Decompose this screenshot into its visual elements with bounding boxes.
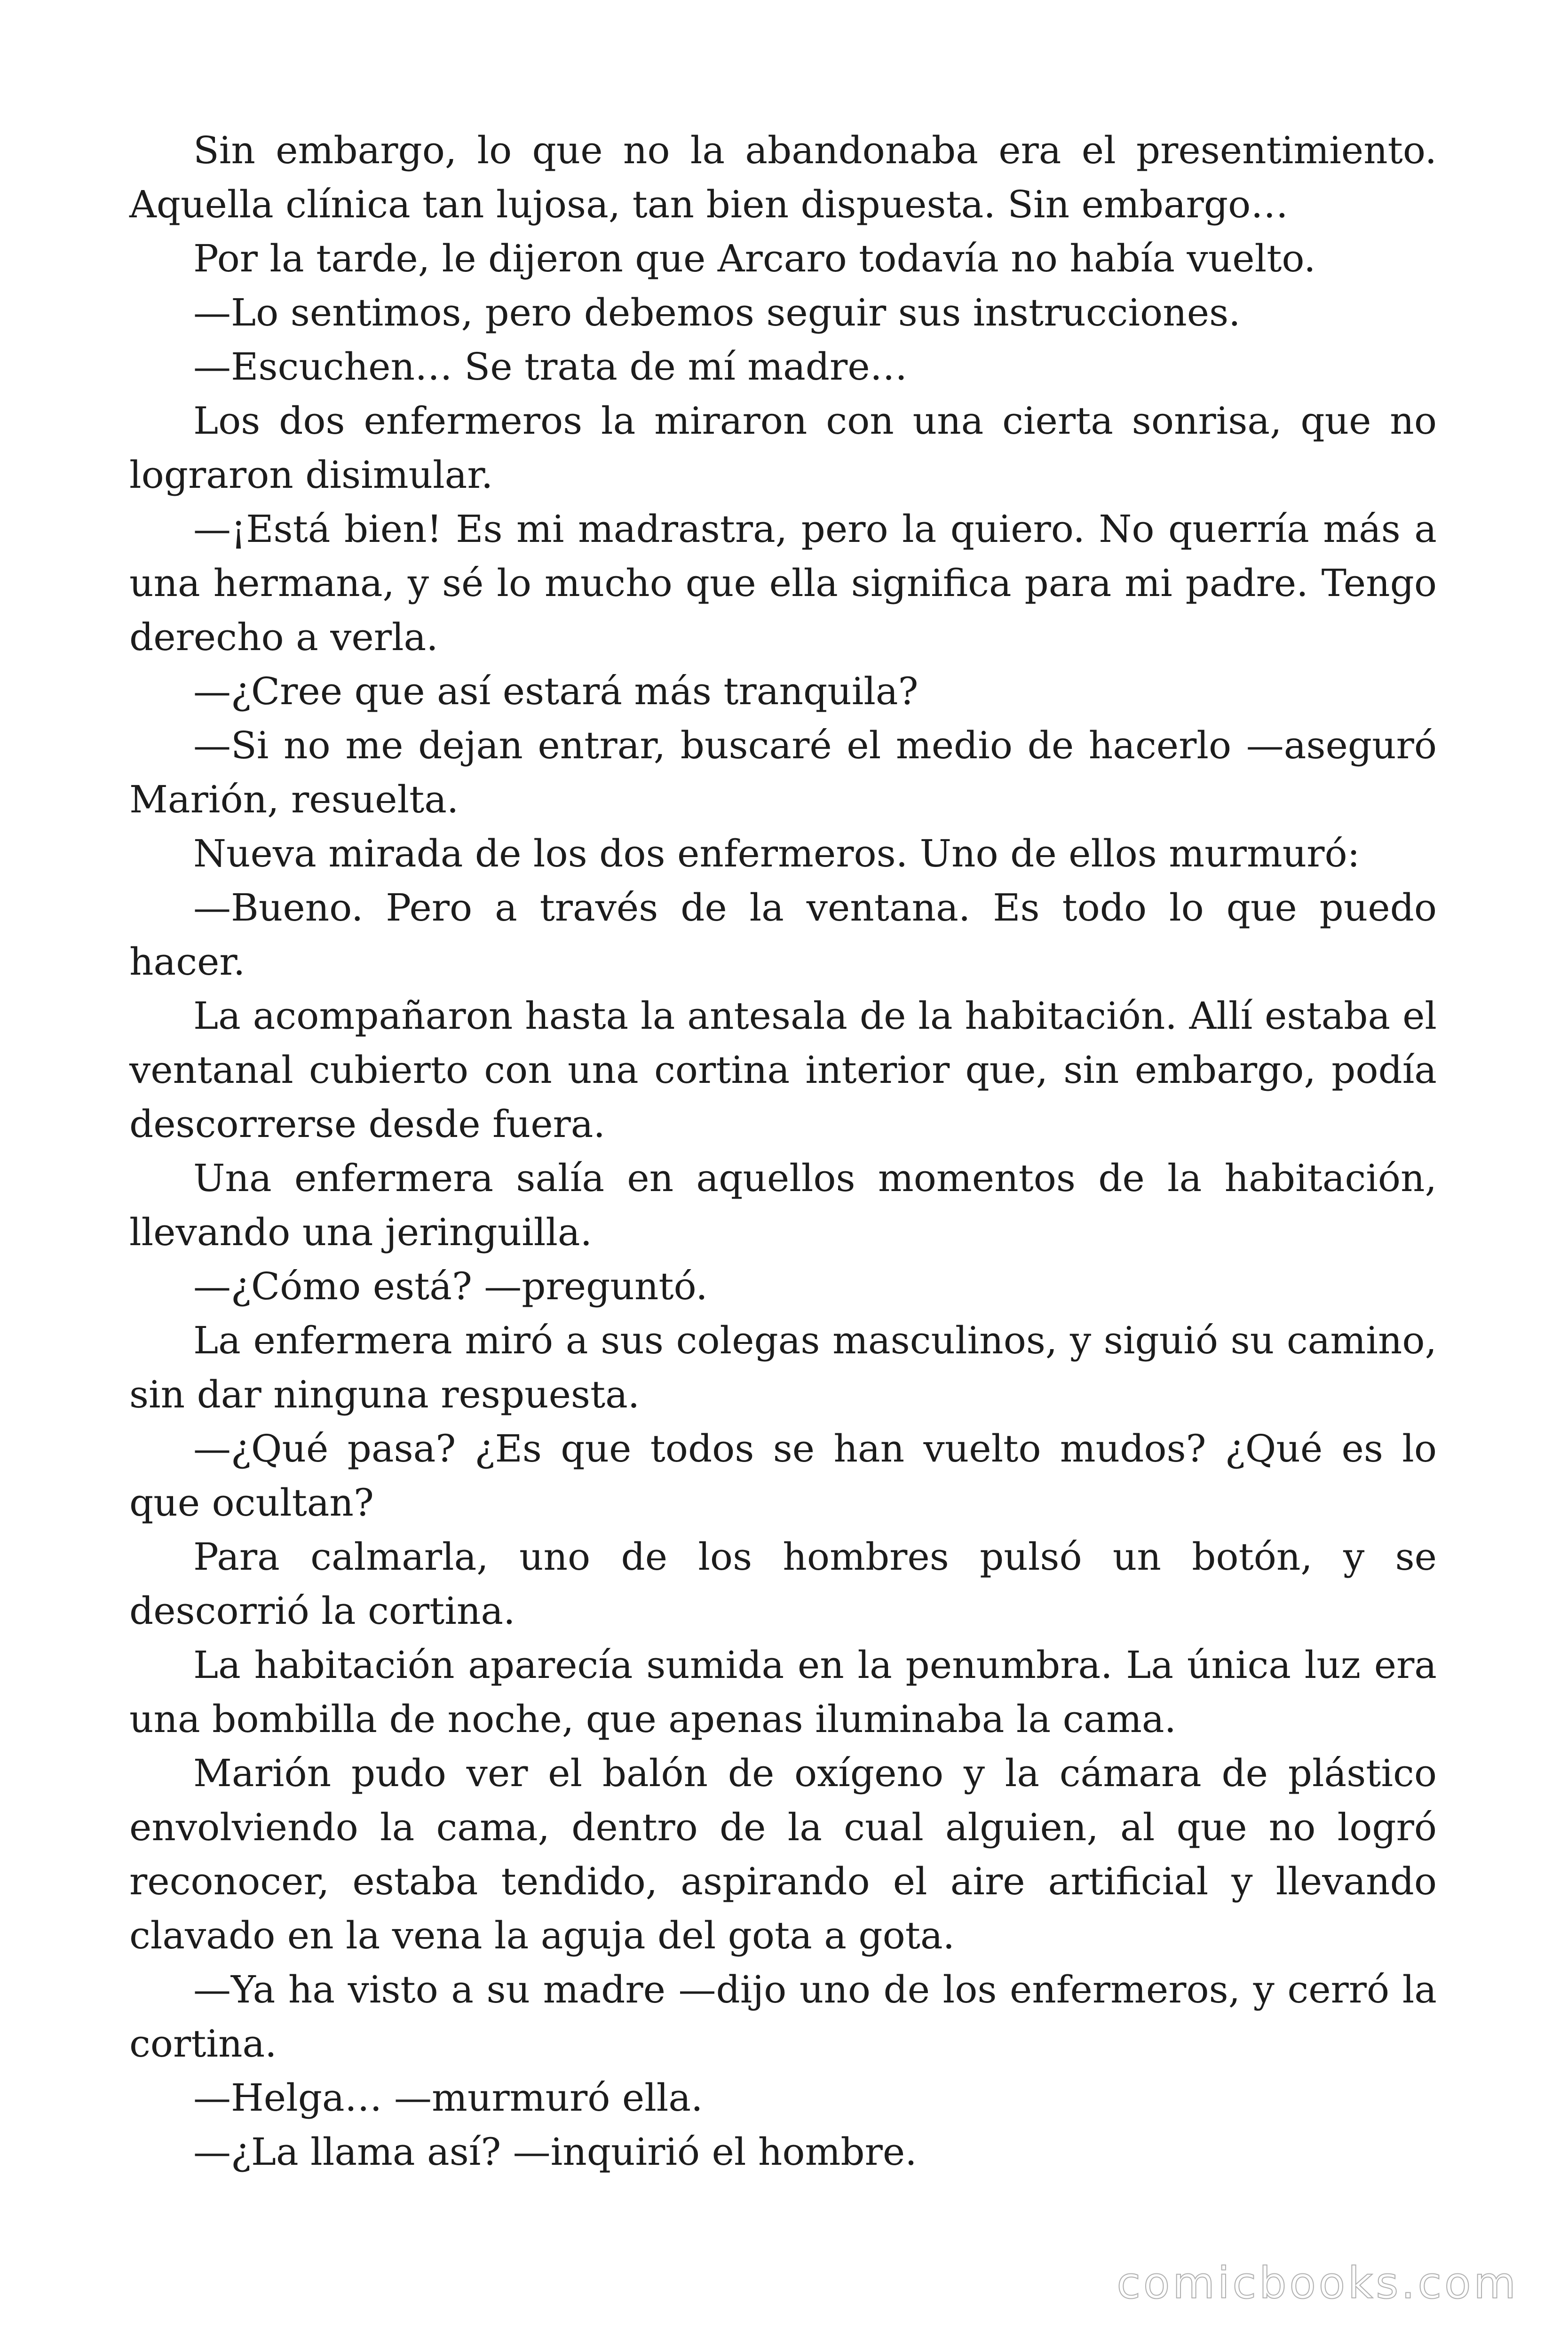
paragraph: Para calmarla, uno de los hombres pulsó un botón, y se descorrió la cortina. [129, 1535, 1437, 1633]
paragraph: La enfermera miró a sus colegas masculinos, y siguió su camino, sin dar ninguna respuesta. [129, 1319, 1437, 1416]
paragraph: —¿Cómo está? —preguntó. [193, 1264, 708, 1308]
paragraph: Los dos enfermeros la miraron con una cierta sonrisa, que no lograron disimular. [129, 399, 1437, 497]
paragraph: —Ya ha visto a su madre —dijo uno de los enfermeros, y cerró la cortina. [129, 1968, 1437, 2066]
paragraph: Por la tarde, le dijeron que Arcaro todavía no había vuelto. [193, 237, 1316, 280]
paragraph: —Helga… —murmuró ella. [193, 2076, 703, 2120]
watermark: comicbooks.com [1117, 2258, 1519, 2308]
paragraph: —Si no me dejan entrar, buscaré el medio de hacerlo —aseguró Marión, resuelta. [129, 723, 1437, 821]
paragraph: La habitación aparecía sumida en la penumbra. La única luz era una bombilla de noche, que apenas iluminaba la cama. [129, 1643, 1437, 1741]
paragraph: Marión pudo ver el balón de oxígeno y la cámara de plástico envolviendo la cama, dentro de la cual alguien, al que no logró reconocer, estaba tendido, aspirando el aire artificial y llevando clavado en la vena la aguja del gota a gota. [129, 1751, 1437, 1957]
paragraph: —Lo sentimos, pero debemos seguir sus instrucciones. [193, 291, 1241, 334]
paragraph: —¡Está bien! Es mi madrastra, pero la quiero. No querría más a una hermana, y sé lo mucho que ella significa para mi padre. Tengo derecho a verla. [129, 507, 1437, 659]
paragraph: —¿Cree que así estará más tranquila? [193, 669, 919, 713]
paragraph: —Escuchen… Se trata de mí madre… [193, 345, 908, 389]
paragraph: —¿La llama así? —inquirió el hombre. [193, 2130, 917, 2174]
paragraph: —¿Qué pasa? ¿Es que todos se han vuelto mudos? ¿Qué es lo que ocultan? [129, 1427, 1437, 1525]
paragraph: Una enfermera salía en aquellos momentos de la habitación, llevando una jeringuilla. [129, 1156, 1437, 1254]
paragraph: —Bueno. Pero a través de la ventana. Es todo lo que puedo hacer. [129, 886, 1437, 984]
paragraph: Nueva mirada de los dos enfermeros. Uno de ellos murmuró: [193, 832, 1360, 875]
body-text [129, 123, 1437, 2179]
paragraph: La acompañaron hasta la antesala de la habitación. Allí estaba el ventanal cubierto con una cortina interior que, sin embargo, podía descorrerse desde fuera. [129, 994, 1437, 1146]
paragraph: Sin embargo, lo que no la abandonaba era el presentimiento. Aquella clínica tan lujosa, tan bien dispuesta. Sin embargo… [129, 128, 1437, 226]
